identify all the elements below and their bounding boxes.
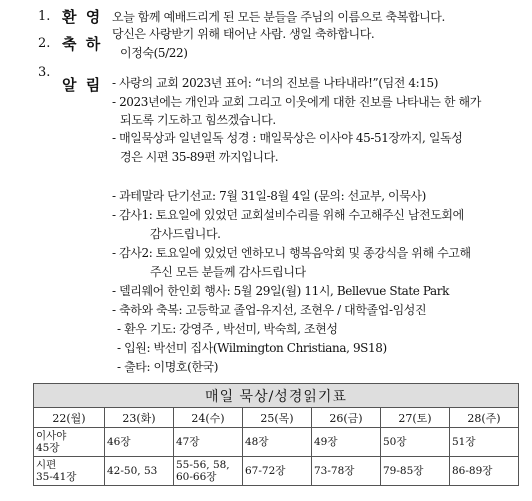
notice-thanks-2: - 감사2: 토요일에 있었던 엔하모니 행복음악회 및 종강식을 위해 수고해 — [112, 246, 471, 260]
notice-bible-reading-cont: 경은 시편 35-89편 까지입니다. — [120, 150, 279, 164]
table-cell: 73-78장 — [312, 457, 381, 486]
row-label: 이사야 45장 — [34, 428, 105, 457]
section-heading-congrats: 축 하 — [62, 35, 103, 53]
birthday-name: 이정숙(5/22) — [120, 46, 188, 60]
table-cell: 47장 — [174, 428, 243, 457]
table-cell: 49장 — [312, 428, 381, 457]
welcome-text: 오늘 함께 예배드리게 된 모든 분들을 주님의 이름으로 축복합니다. — [112, 10, 445, 24]
table-cell: 42-50, 53 — [105, 457, 174, 486]
notice-thanks-2-cont: 주신 모든 분들께 감사드립니다 — [150, 265, 306, 279]
notice-korean-association: - 델리웨어 한인회 행사: 5월 29일(월) 11시, Bellevue State Park — [112, 284, 450, 298]
notice-motto: - 사랑의 교회 2023년 표어: “너의 진보를 나타내라!”(딤전 4:15) — [112, 76, 439, 90]
notice-graduation: - 축하와 축복: 고등학교 졸업-유지선, 조현우 / 대학졸업-임성진 — [112, 303, 427, 317]
section-number-1: 1. — [38, 9, 51, 24]
birthday-text: 당신은 사랑받기 위해 태어난 사람. 생일 축하합니다. — [112, 27, 375, 41]
notice-bible-reading: - 매일묵상과 일년일독 성경 : 매일묵상은 이사야 45-51장까지, 일독성 — [112, 131, 463, 145]
day-header: 22(월) — [34, 408, 105, 428]
day-header: 27(토) — [381, 408, 450, 428]
table-cell: 86-89장 — [450, 457, 519, 486]
section-number-3: 3. — [38, 65, 51, 80]
row-label: 시편 35-41장 — [34, 457, 105, 486]
notice-hospital: - 입원: 박선미 집사(Wilmington Christiana, 9S18) — [117, 341, 387, 355]
section-heading-notices: 알 림 — [62, 76, 103, 94]
notice-thanks-1: - 감사1: 토요일에 있었던 교회설비수리를 위해 수고해주신 남전도회에 — [112, 208, 464, 222]
notice-motto-detail: - 2023년에는 개인과 교회 그리고 이웃에게 대한 진보를 나타내는 한 해가 — [112, 95, 481, 109]
notice-motto-detail-cont: 되도록 기도하고 힘쓰겠습니다. — [120, 113, 276, 127]
table-cell: 48장 — [243, 428, 312, 457]
day-header: 26(금) — [312, 408, 381, 428]
day-header: 28(주) — [450, 408, 519, 428]
table-cell: 79-85장 — [381, 457, 450, 486]
schedule-title: 매일 묵상/성경읽기표 — [34, 384, 519, 408]
table-cell: 50장 — [381, 428, 450, 457]
schedule-days-row — [34, 408, 519, 428]
section-number-2: 2. — [38, 36, 51, 51]
notice-mission-trip: - 과테말라 단기선교: 7월 31일-8월 4일 (문의: 선교부, 이묵사) — [112, 189, 426, 203]
reading-schedule-table — [33, 383, 519, 486]
table-cell: 51장 — [450, 428, 519, 457]
notice-thanks-1-cont: 감사드립니다. — [150, 227, 221, 241]
section-heading-welcome: 환 영 — [62, 8, 103, 26]
table-cell: 46장 — [105, 428, 174, 457]
table-cell: 55-56, 58, 60-66장 — [174, 457, 243, 486]
day-header: 23(화) — [105, 408, 174, 428]
schedule-row-psalms — [34, 457, 519, 486]
schedule-row-isaiah — [34, 428, 519, 457]
day-header: 24(수) — [174, 408, 243, 428]
day-header: 25(목) — [243, 408, 312, 428]
table-cell: 67-72장 — [243, 457, 312, 486]
notice-prayer: - 환우 기도: 강영주 , 박선미, 박숙희, 조현성 — [117, 322, 338, 336]
notice-travel: - 출타: 이명호(한국) — [117, 360, 219, 374]
